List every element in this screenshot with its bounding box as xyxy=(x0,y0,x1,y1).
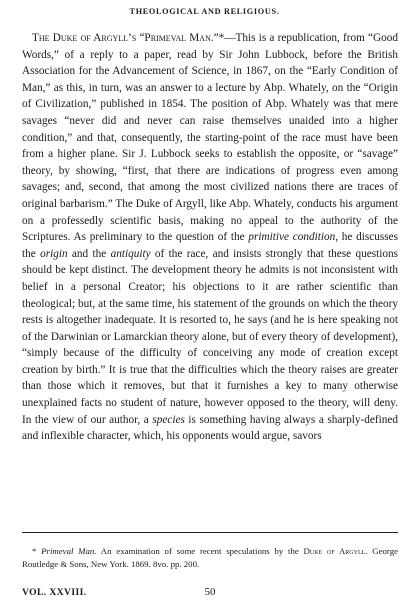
footnote-marker: * xyxy=(32,546,42,556)
article-text: —This is a republication, from “Good Words,” of a reply to a paper, read by Sir John Lubbock, before the British Association for the Advancement of Science, in 1867, on the “Early Condition of Man,” as this, in turn, was an answer to a lecture by Abp. Whately, on the “Origin of Civilization,” published in 1854. The position of Abp. Whately was that mere savages “never did and never can raise themselves unaided into a higher condition,” and that, consequently, the starting-point of the race must have been from a higher plane. Sir J. Lubbock seeks to establish the opposite, or “savage” theory, by showing, “first, that there are indications of progress even among savages; and, second, that among the most civilized nations there are traces of original barbarism.” The Duke of Argyll, like Abp. Whately, conducts his argument on a professedly scientific basis, making no appeal to the authority of the Scriptures. As preliminary to the question of the xyxy=(22,32,398,244)
emphasis-antiquity: antiquity xyxy=(110,247,151,260)
footnote-reference: * xyxy=(218,32,225,44)
footnote-text: An examination of some recent speculations by the xyxy=(96,546,304,556)
footnote-divider xyxy=(22,532,398,533)
footnote-paragraph xyxy=(22,545,398,570)
emphasis-species: species xyxy=(152,413,185,426)
footnote-author: Duke of Argyll. xyxy=(303,546,368,556)
article-text: , he discusses the xyxy=(22,231,398,260)
article-text: is something having always a sharply-defined and inflexible character, which, his opponents would argue, savors xyxy=(22,413,399,443)
article-lead-title: The Duke of Argyll’s “Primeval Man.” xyxy=(32,32,219,44)
volume-label: VOL. XXVIII. xyxy=(22,587,87,598)
footnote xyxy=(22,545,398,570)
footnote-text: George Routledge & Sons, New York. 1869. 8vo. pp. 200. xyxy=(22,546,398,569)
emphasis-primitive-condition: primitive condition xyxy=(248,231,336,244)
running-header: THEOLOGICAL AND RELIGIOUS. xyxy=(129,7,280,16)
footnote-title: Primeval Man. xyxy=(41,546,97,556)
emphasis-origin: origin xyxy=(40,247,68,260)
page-number: 50 xyxy=(204,586,216,598)
article-text: of the race, and insists strongly that these questions should be kept distinct. The development theory he admits is not inconsistent with belief in a personal Creator; his objections to it are rather scientific than theological; but, at the same time, his statement of the grounds on which the theory rests is altogether inadequate. It is resorted to, he says (and he is here speaking not of the Darwinian or Lamarckian theory alone, but of every theory of development), “simply because of the difficulty of conceiving any mode of creation except creation by birth.” It is true that the difficulties which the theory raises are greater than those which it removes, but that it furnishes a key to many otherwise unexplained facts no student of nature, however opposed to the theory, will deny. In the view of our author, a xyxy=(22,247,398,426)
article-paragraph xyxy=(22,30,398,445)
article-body xyxy=(22,30,398,445)
article-text: and the xyxy=(67,247,111,260)
